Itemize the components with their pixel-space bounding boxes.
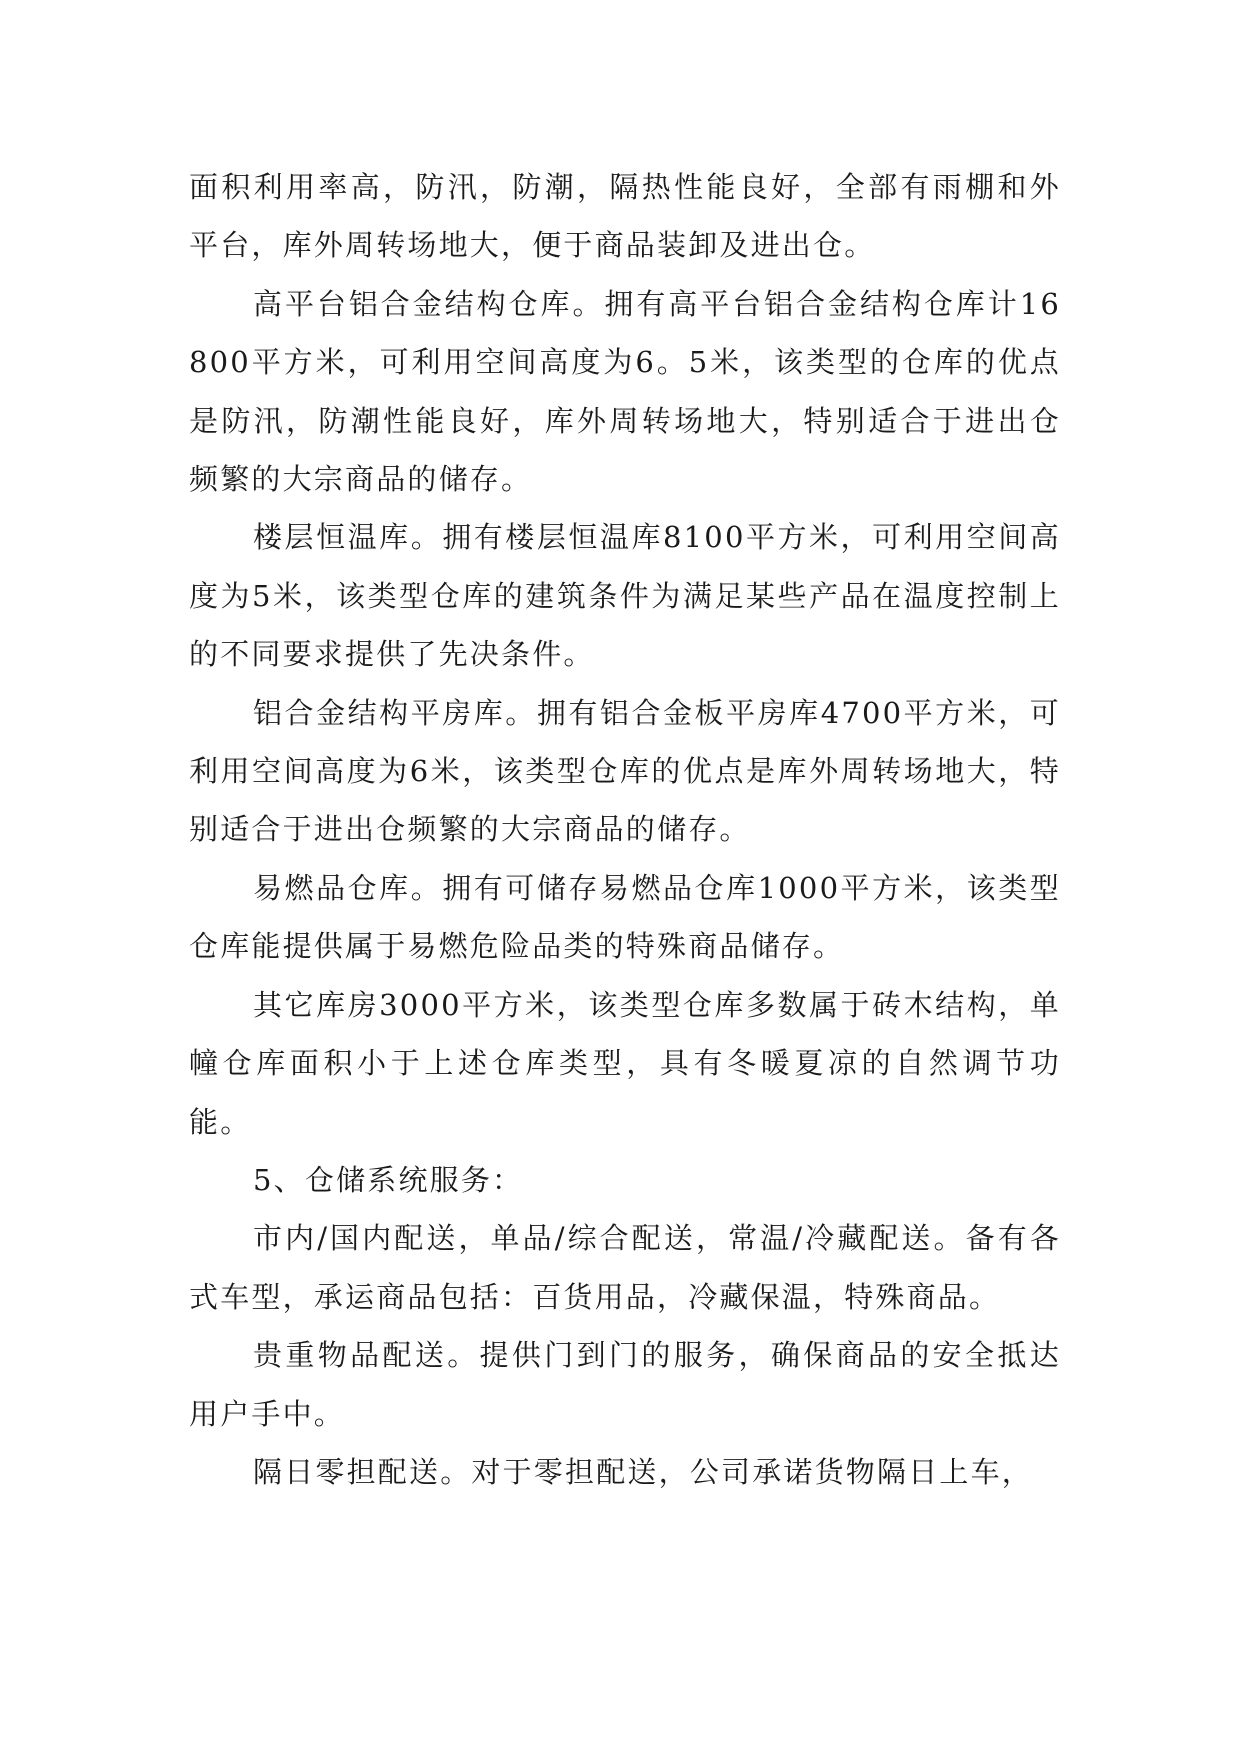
- paragraph-next-day-ltl-delivery: 隔日零担配送。对于零担配送，公司承诺货物隔日上车，: [253, 1454, 1034, 1489]
- paragraph-valuables-delivery: 贵重物品配送。提供门到门的服务，确保商品的安全抵达用户手中。: [189, 1338, 1061, 1431]
- paragraph-flammable-goods-warehouse: 易燃品仓库。拥有可储存易燃品仓库1000平方米，该类型仓库能提供属于易燃危险品类的特殊商品储存。: [189, 870, 1061, 964]
- paragraph-other-warehouses: 其它库房3000平方米，该类型仓库多数属于砖木结构，单幢仓库面积小于上述仓库类型，具有冬暖夏凉的自然调节功能。: [189, 987, 1061, 1139]
- paragraph-delivery-services: 市内/国内配送，单品/综合配送，常温/冷藏配送。备有各式车型，承运商品包括：百货用品，冷藏保温，特殊商品。: [189, 1221, 1061, 1314]
- paragraph-continuation: 面积利用率高，防汛，防潮，隔热性能良好，全部有雨棚和外平台，库外周转场地大，便于商品装卸及进出仓。: [189, 170, 1061, 263]
- paragraph-aluminum-bungalow-warehouse: 铝合金结构平房库。拥有铝合金板平房库4700平方米，可利用空间高度为6米，该类型仓库的优点是库外周转场地大，特别适合于进出仓频繁的大宗商品的储存。: [189, 695, 1061, 847]
- section-heading-storage-services: 5、仓储系统服务：: [253, 1162, 524, 1197]
- paragraph-high-platform-warehouse: 高平台铝合金结构仓库。拥有高平台铝合金结构仓库计16800平方米，可利用空间高度为6。5米，该类型的仓库的优点是防汛，防潮性能良好，库外周转场地大，特别适合于进出仓频繁的大宗商品的储存。: [189, 286, 1061, 497]
- document-body: [189, 158, 1061, 1501]
- paragraph-constant-temperature-warehouse: 楼层恒温库。拥有楼层恒温库8100平方米，可利用空间高度为5米，该类型仓库的建筑条件为满足某些产品在温度控制上的不同要求提供了先决条件。: [189, 520, 1061, 672]
